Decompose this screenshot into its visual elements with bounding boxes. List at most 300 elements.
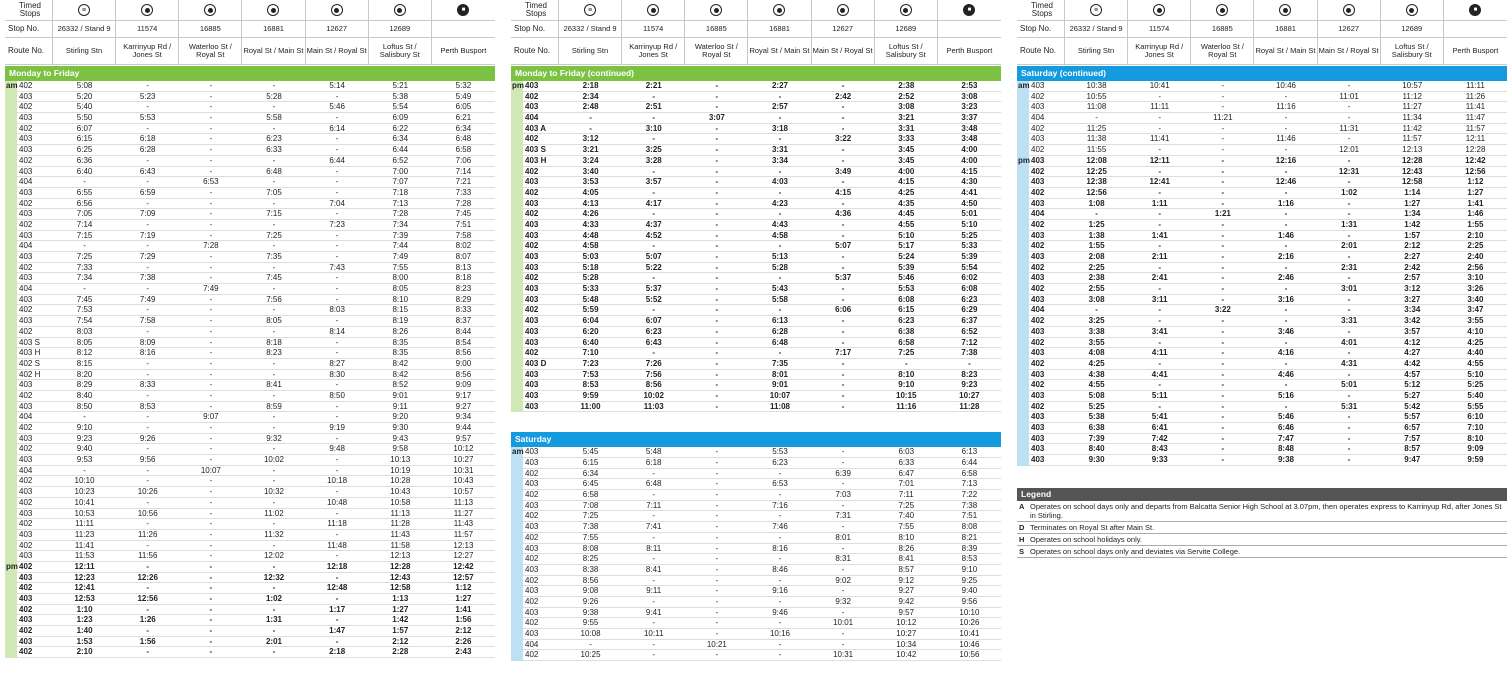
table-row <box>1017 145 1507 156</box>
departure-time: - <box>1158 187 1162 197</box>
departure-time: - <box>1347 369 1351 379</box>
period-label <box>5 177 17 188</box>
departure-time: 8:19 <box>392 316 409 326</box>
departure-time: 4:17 <box>645 198 662 208</box>
departure-time: 5:39 <box>961 252 978 261</box>
departure-time: 9:38 <box>1277 455 1294 465</box>
route-number: 403 <box>19 294 33 304</box>
stop-icon-cell <box>938 0 1001 21</box>
stop-name: Stirling Stn <box>559 38 622 65</box>
route-number: 403 <box>19 91 33 101</box>
departure-time: - <box>1221 91 1225 101</box>
period-label <box>5 209 17 220</box>
departure-time: - <box>841 564 845 574</box>
header-row <box>511 38 1001 65</box>
table-row <box>5 145 495 156</box>
departure-time: - <box>1284 316 1288 326</box>
departure-time: 1:41 <box>455 604 472 614</box>
departure-time: 7:00 <box>392 166 409 176</box>
departure-time: - <box>715 316 719 326</box>
departure-time: 2:57 <box>1404 273 1421 283</box>
period-label <box>511 501 523 512</box>
departure-time: 1:34 <box>1404 209 1421 219</box>
stop-icon-cell <box>1318 0 1381 21</box>
departure-time: - <box>1284 91 1288 101</box>
table-row <box>511 469 1001 480</box>
departure-time: 11:43 <box>390 529 410 539</box>
table-row <box>1017 316 1507 327</box>
departure-time: - <box>715 490 719 500</box>
period-label <box>1017 423 1029 434</box>
departure-time: 4:57 <box>1404 369 1421 379</box>
departure-time: 8:39 <box>961 543 978 553</box>
departure-time: - <box>335 487 339 497</box>
departure-time: - <box>778 166 782 176</box>
departure-time: 5:46 <box>329 102 345 112</box>
departure-time: 6:55 <box>76 187 93 197</box>
departure-time: 6:34 <box>455 123 472 133</box>
route-number: 402 <box>525 91 539 101</box>
departure-time: 4:30 <box>961 177 978 187</box>
period-label <box>1017 102 1029 113</box>
route-number: 403 <box>1031 390 1045 400</box>
stop-icon <box>1279 4 1291 16</box>
route-number: 403 <box>1031 455 1045 465</box>
departure-time: 1:25 <box>1088 219 1105 229</box>
period-label <box>511 629 523 640</box>
table-row <box>1017 167 1507 178</box>
departure-time: 9:55 <box>582 618 599 628</box>
departure-time: 11:08 <box>1086 102 1107 112</box>
table-row <box>5 327 495 338</box>
departure-time: 8:05 <box>76 337 93 347</box>
departure-time: - <box>209 358 213 368</box>
departure-time: - <box>1347 252 1351 261</box>
stop-name: Loftus St / Salisbury St <box>369 38 432 65</box>
departure-time: 2:28 <box>392 647 409 657</box>
period-label <box>511 576 523 587</box>
departure-time: - <box>335 401 339 411</box>
departure-time: - <box>778 187 782 197</box>
departure-time: 1:14 <box>1404 187 1421 197</box>
departure-time: 12:31 <box>1338 166 1360 176</box>
departure-time: 4:50 <box>961 198 978 208</box>
departure-time: - <box>1284 219 1288 229</box>
departure-time: 3:42 <box>1404 316 1421 326</box>
departure-time: 7:46 <box>772 522 788 532</box>
departure-time: 12:08 <box>1086 155 1107 165</box>
departure-time: 11:57 <box>1402 134 1422 144</box>
departure-time: - <box>209 636 213 646</box>
period-label <box>5 263 17 274</box>
stop-header <box>5 0 495 65</box>
route-number: 403 <box>525 564 539 574</box>
stop-name: Waterloo St / Royal St <box>685 38 748 65</box>
departure-time: 2:38 <box>1088 273 1105 283</box>
departure-time: 3:21 <box>582 145 599 155</box>
departure-time: 10:57 <box>453 487 474 497</box>
departure-time: 12:43 <box>1402 166 1423 176</box>
departure-time: 3:55 <box>1088 337 1105 347</box>
table-row <box>511 145 1001 156</box>
departure-time: 10:07 <box>769 390 791 400</box>
departure-time: 9:41 <box>645 607 662 617</box>
departure-time: 11:23 <box>74 529 95 539</box>
table-row <box>511 348 1001 359</box>
departure-time: 10:12 <box>453 444 474 454</box>
departure-time: - <box>1347 305 1351 315</box>
departure-time: - <box>841 380 845 390</box>
timetable-panel-2 <box>511 0 1001 695</box>
period-label <box>511 145 523 156</box>
departure-time: 8:44 <box>455 326 472 336</box>
timetable-saturday <box>511 447 1001 661</box>
departure-time: 7:14 <box>76 219 93 229</box>
departure-time: 1:11 <box>1151 198 1168 208</box>
departure-time: 6:21 <box>455 113 472 123</box>
departure-time: 3:47 <box>1467 305 1484 315</box>
departure-time: 3:45 <box>898 155 915 165</box>
departure-time: 5:07 <box>835 241 852 251</box>
stop-name: Stirling Stn <box>53 38 116 65</box>
section-header-saturday: Saturday <box>511 432 1001 447</box>
route-number: 402 <box>525 166 539 176</box>
departure-time: - <box>1284 305 1288 315</box>
departure-time: 11:11 <box>1465 81 1485 90</box>
route-number: 402 <box>525 532 539 542</box>
period-label <box>5 327 17 338</box>
departure-time: 12:28 <box>1402 155 1423 165</box>
departure-time: 9:23 <box>961 380 978 390</box>
route-number: 403 <box>525 380 539 390</box>
departure-time: - <box>1158 337 1162 347</box>
departure-time: 7:49 <box>392 252 409 261</box>
stop-name: Perth Busport <box>432 38 495 65</box>
departure-time: - <box>715 241 719 251</box>
period-label <box>511 370 523 381</box>
departure-time: 9:56 <box>961 596 978 606</box>
departure-time: 3:12 <box>582 134 599 144</box>
departure-time: 8:30 <box>329 369 345 379</box>
departure-time: 3:22 <box>835 134 852 144</box>
departure-time: 6:23 <box>772 458 788 467</box>
departure-time: 6:05 <box>455 102 472 112</box>
legend-item <box>1017 546 1507 558</box>
route-number: 402 <box>19 604 33 614</box>
departure-time: - <box>1158 262 1162 272</box>
route-number: 402 <box>1031 401 1045 411</box>
table-row <box>5 113 495 124</box>
departure-time: 6:23 <box>898 316 915 326</box>
legend-code: D <box>1019 522 1025 532</box>
departure-time: 5:54 <box>392 102 409 112</box>
departure-time: 5:11 <box>1151 390 1168 400</box>
departure-time: - <box>1284 145 1288 155</box>
departure-time: 1:27 <box>1467 187 1484 197</box>
table-row <box>5 573 495 584</box>
departure-time: 6:45 <box>582 479 599 489</box>
table-row <box>5 209 495 220</box>
departure-time: 4:03 <box>771 177 788 187</box>
departure-time: - <box>1221 358 1225 368</box>
departure-time: 12:53 <box>74 594 95 603</box>
table-row <box>1017 188 1507 199</box>
departure-time: 3:41 <box>1151 326 1168 336</box>
departure-time: 8:11 <box>646 543 662 553</box>
departure-time: - <box>1221 102 1225 112</box>
departure-time: - <box>652 575 656 585</box>
departure-time: 7:38 <box>139 273 156 283</box>
departure-time: 3:38 <box>1088 326 1105 336</box>
route-number: 403 <box>525 447 539 457</box>
table-row <box>5 241 495 252</box>
route-number: 403 <box>1031 198 1045 208</box>
legend <box>1017 488 1507 558</box>
departure-time: 9:59 <box>1467 455 1484 465</box>
table-row <box>5 626 495 637</box>
departure-time: 4:11 <box>1151 348 1168 358</box>
route-number: 402 <box>525 511 539 521</box>
departure-time: 7:43 <box>329 262 345 272</box>
table-row <box>511 263 1001 274</box>
departure-time: - <box>715 500 719 510</box>
departure-time: 10:12 <box>896 618 917 628</box>
departure-time: 10:55 <box>1086 91 1107 101</box>
departure-time: - <box>715 305 719 315</box>
period-label <box>1017 305 1029 316</box>
departure-time: - <box>1347 455 1351 465</box>
departure-time: - <box>841 252 845 261</box>
departure-time: - <box>146 540 150 550</box>
departure-time: 1:17 <box>329 604 346 614</box>
route-number: 402 <box>1031 358 1045 368</box>
period-label <box>5 92 17 103</box>
period-label <box>1017 188 1029 199</box>
departure-time: 9:38 <box>582 607 599 617</box>
departure-time: 8:05 <box>392 284 409 294</box>
departure-time: 7:51 <box>961 511 978 521</box>
departure-time: 3:57 <box>1404 326 1421 336</box>
table-row <box>5 466 495 477</box>
route-number: 403 <box>525 262 539 272</box>
departure-time: - <box>209 401 213 411</box>
route-number: 403 <box>1031 102 1045 112</box>
departure-time: 11:41 <box>74 540 95 550</box>
departure-time: 6:56 <box>76 198 93 208</box>
period-label <box>511 263 523 274</box>
legend-text: Operates on school holidays only. <box>1030 534 1143 544</box>
timetable-mf <box>5 81 495 658</box>
period-label <box>511 220 523 231</box>
route-number: 402 <box>19 123 33 133</box>
departure-time: 10:48 <box>327 497 348 507</box>
departure-time: - <box>209 561 213 571</box>
departure-time: 12:25 <box>1086 166 1107 176</box>
legend-item <box>1017 522 1507 534</box>
departure-time: - <box>1221 123 1225 133</box>
departure-time: 4:00 <box>961 145 978 155</box>
departure-time: - <box>778 134 782 144</box>
route-number: 402 <box>525 209 539 219</box>
departure-time: - <box>1221 348 1225 358</box>
departure-time: - <box>1221 145 1225 155</box>
departure-time: 2:12 <box>392 636 409 646</box>
departure-time: 2:56 <box>1467 262 1484 272</box>
period-label <box>5 466 17 477</box>
departure-time: - <box>778 305 782 315</box>
departure-time: - <box>841 522 845 532</box>
departure-time: 7:14 <box>455 166 472 176</box>
table-row <box>1017 113 1507 124</box>
departure-time: 2:25 <box>1088 262 1105 272</box>
departure-time: - <box>209 316 213 326</box>
stop-header <box>1017 0 1507 65</box>
departure-time: - <box>652 209 656 219</box>
route-number: 402 <box>1031 187 1045 197</box>
route-number: 402 <box>525 468 539 478</box>
departure-time: - <box>146 465 150 475</box>
period-label <box>511 241 523 252</box>
route-number: 403 <box>19 572 33 582</box>
departure-time: 7:19 <box>139 230 156 240</box>
departure-time: 7:33 <box>76 262 93 272</box>
period-label <box>5 145 17 156</box>
period-label <box>511 252 523 263</box>
departure-time: 2:25 <box>1467 241 1484 251</box>
departure-time: - <box>209 155 213 165</box>
departure-time: 11:01 <box>1339 91 1359 101</box>
departure-time: 5:38 <box>1088 412 1105 422</box>
departure-time: - <box>589 639 592 649</box>
legend-text: Operates on school days only and departs from Balcatta Senior High School at 3.07pm, then operates express to Karrinyup Rd, after Jones St in Stirling. <box>1030 501 1502 520</box>
departure-time: - <box>83 412 86 422</box>
departure-time: 4:12 <box>1404 337 1421 347</box>
departure-time: 12:01 <box>1339 145 1360 155</box>
departure-time: 7:35 <box>266 252 282 261</box>
departure-time: 10:56 <box>959 650 980 660</box>
departure-time: 7:12 <box>961 337 978 347</box>
departure-time: - <box>1284 380 1288 390</box>
departure-time: 9:07 <box>203 412 219 422</box>
route-number: 403 <box>19 252 33 261</box>
table-row <box>511 391 1001 402</box>
route-number: 402 <box>19 81 33 90</box>
departure-time: 4:45 <box>898 209 915 219</box>
departure-time: 2:27 <box>771 81 788 90</box>
departure-time: 9:59 <box>582 390 599 400</box>
departure-time: 4:46 <box>1277 369 1294 379</box>
departure-time: 9:40 <box>961 586 978 596</box>
departure-time: 3:08 <box>961 91 978 101</box>
stop-name: Karrinyup Rd / Jones St <box>622 38 685 65</box>
departure-time: - <box>272 219 276 229</box>
departure-time: 3:18 <box>771 123 788 133</box>
departure-time: 9:26 <box>139 433 156 443</box>
departure-time: 5:45 <box>582 447 599 457</box>
departure-time: 5:37 <box>835 273 852 283</box>
departure-time: 10:46 <box>959 639 980 649</box>
departure-time: - <box>715 650 719 660</box>
departure-time: 8:40 <box>1088 444 1105 454</box>
departure-time: 2:12 <box>455 626 472 636</box>
departure-time: 7:16 <box>772 500 788 510</box>
period-label <box>511 479 523 490</box>
departure-time: 9:11 <box>392 401 408 411</box>
departure-time: 12:58 <box>1402 177 1423 187</box>
departure-time: 6:06 <box>835 305 852 315</box>
period-label <box>511 231 523 242</box>
table-row <box>511 305 1001 316</box>
route-number: 403 <box>1031 412 1045 422</box>
route-number: 403 <box>19 166 33 176</box>
departure-time: - <box>209 198 213 208</box>
table-row <box>511 618 1001 629</box>
departure-time: 3:10 <box>645 123 662 133</box>
route-number: 403 <box>525 586 539 596</box>
departure-time: - <box>209 209 213 219</box>
departure-time: 4:35 <box>898 198 915 208</box>
train-icon: ≡ <box>584 4 596 16</box>
departure-time: 5:31 <box>1341 401 1358 411</box>
departure-time: 4:01 <box>1341 337 1358 347</box>
period-label <box>511 348 523 359</box>
table-row <box>1017 220 1507 231</box>
departure-time: - <box>1158 123 1162 133</box>
departure-time: - <box>1347 102 1351 112</box>
table-row <box>5 391 495 402</box>
departure-time: - <box>715 479 719 489</box>
departure-time: 1:42 <box>392 615 409 625</box>
departure-time: 1:40 <box>76 626 93 636</box>
departure-time: - <box>652 468 656 478</box>
departure-time: 10:21 <box>706 639 727 649</box>
departure-time: - <box>209 476 213 486</box>
stop-icon-cell <box>1191 0 1254 21</box>
departure-time: - <box>146 262 150 272</box>
table-row <box>511 402 1001 413</box>
departure-time: 6:23 <box>645 326 662 336</box>
departure-time: 6:07 <box>76 123 93 133</box>
table-row <box>5 370 495 381</box>
period-label <box>511 618 523 629</box>
departure-time: 10:25 <box>580 650 601 660</box>
departure-time: 12:27 <box>453 551 474 561</box>
period-label <box>511 156 523 167</box>
route-number: 402 <box>19 262 33 272</box>
departure-time: 12:43 <box>390 572 411 582</box>
route-number: 402 <box>19 219 33 229</box>
departure-time: 2:52 <box>898 91 915 101</box>
departure-time: 1:12 <box>455 583 472 593</box>
route-number: 403 <box>525 219 539 229</box>
period-label <box>1017 295 1029 306</box>
period-label <box>5 316 17 327</box>
departure-time: 9:27 <box>455 401 472 411</box>
departure-time: 3:22 <box>1214 305 1231 315</box>
departure-time: 12:56 <box>1465 166 1486 176</box>
table-row <box>5 284 495 295</box>
period-label <box>1017 231 1029 242</box>
period-label <box>511 188 523 199</box>
departure-time: - <box>1221 252 1225 261</box>
route-number: 403 <box>525 522 539 532</box>
departure-time: 5:46 <box>898 273 915 283</box>
table-row <box>511 316 1001 327</box>
departure-time: 2:27 <box>1404 252 1421 261</box>
period-label <box>511 92 523 103</box>
table-row <box>511 629 1001 640</box>
departure-time: - <box>146 497 150 507</box>
